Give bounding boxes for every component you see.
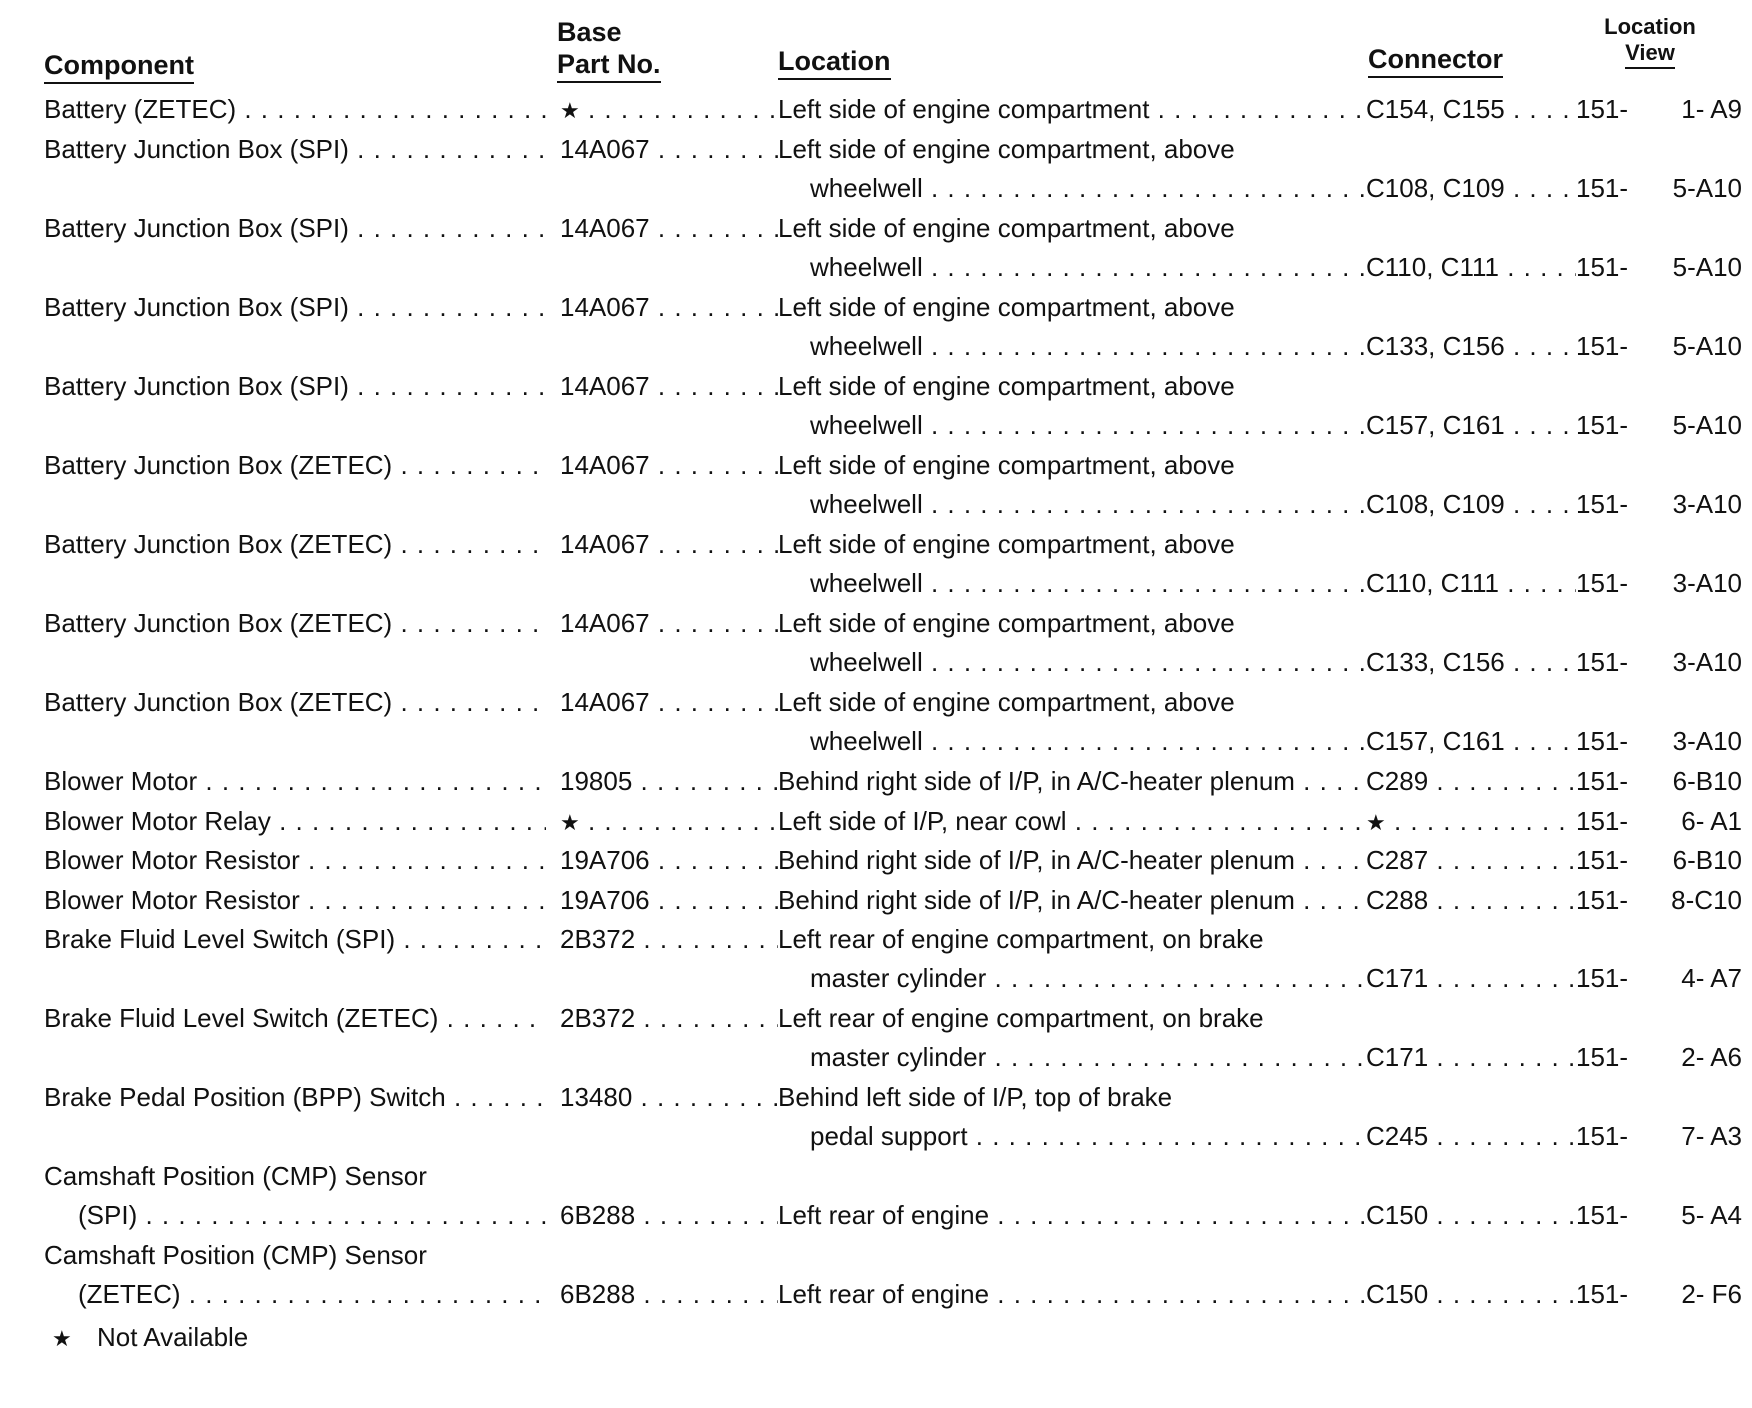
location-view-page	[1576, 645, 1646, 681]
location-view-grid	[1650, 961, 1742, 997]
location-view-grid-text: 2- A6	[1681, 1042, 1742, 1072]
component-name-text: Battery Junction Box (SPI)	[44, 292, 349, 322]
location-view-grid-text: 4- A7	[1681, 963, 1742, 993]
location-text	[778, 92, 1366, 128]
header-locview-line2: View	[1625, 40, 1675, 69]
base-part-number-text: 14A067	[560, 450, 650, 480]
location-view-grid-text: 5-A10	[1672, 252, 1742, 282]
base-part-number-text: 14A067	[560, 608, 650, 638]
component-name-text: Battery Junction Box (SPI)	[44, 134, 349, 164]
base-part-number	[560, 1080, 778, 1116]
connector-id-text: C171	[1366, 963, 1429, 993]
connector-id-text: C110, C111	[1366, 568, 1499, 598]
location-text-cont-text: wheelwell	[810, 173, 923, 203]
location-text	[778, 369, 1366, 405]
location-text	[778, 804, 1366, 840]
location-text-text: Left side of engine compartment, above	[778, 134, 1235, 164]
location-view-page	[1576, 1277, 1646, 1313]
component-name-text: Battery Junction Box (ZETEC)	[44, 608, 393, 638]
location-view-page-text: 151-	[1576, 173, 1629, 203]
connector-id-text: C245	[1366, 1121, 1429, 1151]
component-name	[44, 1001, 546, 1037]
location-text-cont	[810, 1040, 1366, 1076]
component-name-text: Brake Fluid Level Switch (SPI)	[44, 924, 396, 954]
base-part-number	[560, 764, 778, 800]
base-part-number	[560, 685, 778, 721]
component-name	[44, 922, 546, 958]
base-part-number-text: 19805	[560, 766, 633, 796]
location-view-grid	[1650, 92, 1742, 128]
connector-id	[1366, 843, 1576, 879]
component-name-text: Camshaft Position (CMP) Sensor	[44, 1161, 427, 1191]
location-view-page	[1576, 250, 1646, 286]
connector-id-text: C171	[1366, 1042, 1429, 1072]
location-text-text: Left rear of engine	[778, 1200, 990, 1230]
location-view-grid-text: 3-A10	[1672, 647, 1742, 677]
location-text-text: Left side of engine compartment, above	[778, 292, 1235, 322]
base-part-number-text: 14A067	[560, 213, 650, 243]
base-part-number-text: 14A067	[560, 529, 650, 559]
location-view-grid-text: 7- A3	[1681, 1121, 1742, 1151]
location-text-text: Left side of engine compartment, above	[778, 608, 1235, 638]
location-view-page	[1576, 804, 1646, 840]
component-name-text: Battery Junction Box (SPI)	[44, 371, 349, 401]
connector-id-text: C108, C109	[1366, 489, 1505, 519]
location-text	[778, 527, 1366, 563]
location-text-cont	[810, 724, 1366, 760]
location-text-cont	[810, 250, 1366, 286]
location-view-grid	[1650, 883, 1742, 919]
base-part-number	[560, 883, 778, 919]
connector-id-text: C288	[1366, 885, 1429, 915]
location-view-grid-text: 6- A1	[1681, 806, 1742, 836]
connector-id-text: C110, C111	[1366, 252, 1499, 282]
base-part-number-text: ★	[560, 810, 580, 835]
location-text	[778, 1001, 1366, 1037]
connector-id	[1366, 724, 1576, 760]
location-text-cont-text: wheelwell	[810, 331, 923, 361]
location-text-text: Left side of engine compartment, above	[778, 687, 1235, 717]
base-part-number-text: 19A706	[560, 885, 650, 915]
location-view-grid	[1650, 1277, 1742, 1313]
location-text	[778, 1080, 1366, 1116]
base-part-number	[560, 606, 778, 642]
location-text-cont	[810, 408, 1366, 444]
component-name-text: Battery Junction Box (ZETEC)	[44, 529, 393, 559]
connector-id	[1366, 566, 1576, 602]
location-view-page-text: 151-	[1576, 94, 1629, 124]
component-name-text: Battery Junction Box (SPI)	[44, 213, 349, 243]
location-text	[778, 606, 1366, 642]
footnote-text: Not Available	[96, 1322, 249, 1352]
location-view-page	[1576, 764, 1646, 800]
component-name	[44, 92, 546, 128]
location-view-page-text: 151-	[1576, 885, 1629, 915]
star-icon: ★	[52, 1326, 72, 1351]
header-component-label: Component	[44, 50, 194, 84]
location-view-grid-text: 3-A10	[1672, 726, 1742, 756]
component-name	[44, 804, 546, 840]
location-view-grid-text: 1- A9	[1681, 94, 1742, 124]
base-part-number-text: 2B372	[560, 924, 636, 954]
connector-id	[1366, 1119, 1576, 1155]
component-name	[44, 527, 546, 563]
location-view-grid-text: 8-C10	[1671, 885, 1742, 915]
base-part-number	[560, 922, 778, 958]
location-text	[778, 448, 1366, 484]
location-text-cont	[810, 645, 1366, 681]
location-text-text: Behind right side of I/P, in A/C-heater plenum	[778, 845, 1295, 875]
location-text-cont-text: wheelwell	[810, 489, 923, 519]
location-text-text: Left side of engine compartment, above	[778, 371, 1235, 401]
location-text-text: Left side of I/P, near cowl	[778, 806, 1067, 836]
component-name	[44, 448, 546, 484]
connector-id	[1366, 1040, 1576, 1076]
component-name	[44, 606, 546, 642]
component-name-text: Brake Pedal Position (BPP) Switch	[44, 1082, 446, 1112]
header-locview-line1: Location	[1604, 14, 1696, 39]
connector-id	[1366, 1277, 1576, 1313]
location-text-text: Left side of engine compartment, above	[778, 529, 1235, 559]
location-view-grid	[1650, 1119, 1742, 1155]
location-view-page	[1576, 1040, 1646, 1076]
footnote	[52, 1322, 248, 1353]
base-part-number-text: 2B372	[560, 1003, 636, 1033]
location-text-text: Left rear of engine compartment, on brake	[778, 1003, 1264, 1033]
location-view-page	[1576, 1119, 1646, 1155]
location-view-page	[1576, 843, 1646, 879]
connector-id-text: C108, C109	[1366, 173, 1505, 203]
component-name-cont-text: (ZETEC)	[78, 1279, 181, 1309]
base-part-number-text: ★	[560, 98, 580, 123]
location-view-grid	[1650, 645, 1742, 681]
location-view-grid-text: 5-A10	[1672, 331, 1742, 361]
component-name-cont	[78, 1198, 546, 1234]
location-view-grid-text: 5-A10	[1672, 173, 1742, 203]
location-text-cont	[810, 171, 1366, 207]
location-text-cont-text: wheelwell	[810, 647, 923, 677]
component-name	[44, 1080, 546, 1116]
location-view-page	[1576, 566, 1646, 602]
location-view-page	[1576, 408, 1646, 444]
component-name	[44, 1238, 546, 1274]
location-view-grid	[1650, 724, 1742, 760]
connector-id-text: C154, C155	[1366, 94, 1505, 124]
location-view-page-text: 151-	[1576, 252, 1629, 282]
base-part-number	[560, 804, 778, 840]
location-view-page-text: 151-	[1576, 726, 1629, 756]
location-text-cont	[810, 329, 1366, 365]
location-view-grid	[1650, 408, 1742, 444]
location-view-grid	[1650, 1198, 1742, 1234]
header-base-line2: Part No.	[557, 48, 661, 83]
location-view-page-text: 151-	[1576, 647, 1629, 677]
location-view-page	[1576, 1198, 1646, 1234]
header-base-line1: Base	[557, 17, 622, 47]
connector-id	[1366, 804, 1576, 840]
base-part-number-text: 14A067	[560, 687, 650, 717]
location-view-grid	[1650, 487, 1742, 523]
location-text-cont-text: wheelwell	[810, 410, 923, 440]
location-view-grid	[1650, 566, 1742, 602]
component-name-text: Blower Motor Resistor	[44, 885, 300, 915]
location-view-page-text: 151-	[1576, 489, 1629, 519]
location-view-page	[1576, 961, 1646, 997]
location-view-page-text: 151-	[1576, 766, 1629, 796]
location-view-page-text: 151-	[1576, 845, 1629, 875]
location-text	[778, 764, 1366, 800]
location-text-cont	[810, 1119, 1366, 1155]
location-view-grid-text: 6-B10	[1672, 766, 1742, 796]
base-part-number	[560, 369, 778, 405]
header-location	[778, 46, 891, 80]
component-name-text: Blower Motor Resistor	[44, 845, 300, 875]
component-name-cont-text: (SPI)	[78, 1200, 138, 1230]
connector-id-text: C157, C161	[1366, 410, 1505, 440]
location-view-page-text: 151-	[1576, 1042, 1629, 1072]
location-text	[778, 290, 1366, 326]
component-name-text: Blower Motor	[44, 766, 198, 796]
location-text-cont	[810, 961, 1366, 997]
location-text	[778, 843, 1366, 879]
location-view-grid-text: 5-A10	[1672, 410, 1742, 440]
location-view-page	[1576, 329, 1646, 365]
header-location-view	[1598, 14, 1702, 69]
location-text	[778, 922, 1366, 958]
location-text-text: Behind right side of I/P, in A/C-heater plenum	[778, 766, 1295, 796]
header-base-part-no	[557, 16, 661, 83]
connector-id-text: C133, C156	[1366, 331, 1505, 361]
location-view-page-text: 151-	[1576, 963, 1629, 993]
location-text-text: Behind right side of I/P, in A/C-heater plenum	[778, 885, 1295, 915]
location-text-text: Behind left side of I/P, top of brake	[778, 1082, 1173, 1112]
location-view-grid	[1650, 764, 1742, 800]
location-view-grid	[1650, 843, 1742, 879]
location-view-grid	[1650, 329, 1742, 365]
location-view-grid	[1650, 804, 1742, 840]
location-text	[778, 1198, 1366, 1234]
location-text-text: Left rear of engine	[778, 1279, 990, 1309]
location-view-grid	[1650, 171, 1742, 207]
component-name	[44, 132, 546, 168]
location-view-grid-text: 5- A4	[1681, 1200, 1742, 1230]
connector-id	[1366, 92, 1576, 128]
location-view-page	[1576, 171, 1646, 207]
location-text	[778, 1277, 1366, 1313]
location-text-text: Left side of engine compartment, above	[778, 450, 1235, 480]
base-part-number	[560, 92, 778, 128]
base-part-number-text: 13480	[560, 1082, 633, 1112]
connector-id	[1366, 1198, 1576, 1234]
connector-id	[1366, 487, 1576, 523]
connector-id	[1366, 408, 1576, 444]
location-text-text: Left side of engine compartment, above	[778, 213, 1235, 243]
location-view-grid-text: 3-A10	[1672, 489, 1742, 519]
connector-id	[1366, 645, 1576, 681]
component-name	[44, 290, 546, 326]
component-name-text: Battery (ZETEC)	[44, 94, 237, 124]
component-name-text: Camshaft Position (CMP) Sensor	[44, 1240, 427, 1270]
base-part-number	[560, 211, 778, 247]
component-name	[44, 843, 546, 879]
header-component	[44, 50, 194, 84]
base-part-number	[560, 527, 778, 563]
connector-id-text: C150	[1366, 1200, 1429, 1230]
connector-id	[1366, 883, 1576, 919]
component-name-text: Brake Fluid Level Switch (ZETEC)	[44, 1003, 439, 1033]
base-part-number	[560, 448, 778, 484]
location-view-page-text: 151-	[1576, 1121, 1629, 1151]
base-part-number	[560, 1001, 778, 1037]
location-view-grid	[1650, 250, 1742, 286]
location-view-page-text: 151-	[1576, 1279, 1629, 1309]
base-part-number-text: 14A067	[560, 371, 650, 401]
component-name	[44, 764, 546, 800]
location-text-cont-text: pedal support	[810, 1121, 968, 1151]
base-part-number-text: 6B288	[560, 1279, 636, 1309]
location-view-page	[1576, 883, 1646, 919]
connector-id-text: C287	[1366, 845, 1429, 875]
location-view-page-text: 151-	[1576, 1200, 1629, 1230]
location-text-cont-text: master cylinder	[810, 1042, 987, 1072]
component-name-text: Battery Junction Box (ZETEC)	[44, 687, 393, 717]
location-text	[778, 883, 1366, 919]
component-name	[44, 369, 546, 405]
connector-id	[1366, 961, 1576, 997]
location-text	[778, 211, 1366, 247]
location-text-cont	[810, 487, 1366, 523]
location-text-cont-text: wheelwell	[810, 568, 923, 598]
location-view-page	[1576, 724, 1646, 760]
location-text-cont-text: master cylinder	[810, 963, 987, 993]
connector-id-text: ★	[1366, 810, 1386, 835]
connector-id	[1366, 171, 1576, 207]
location-text	[778, 132, 1366, 168]
connector-id	[1366, 250, 1576, 286]
connector-id-text: C289	[1366, 766, 1429, 796]
location-view-grid-text: 6-B10	[1672, 845, 1742, 875]
base-part-number	[560, 290, 778, 326]
location-view-grid	[1650, 1040, 1742, 1076]
connector-id-text: C157, C161	[1366, 726, 1505, 756]
connector-id-text: C133, C156	[1366, 647, 1505, 677]
base-part-number	[560, 132, 778, 168]
location-text-text: Left rear of engine compartment, on brake	[778, 924, 1264, 954]
base-part-number	[560, 843, 778, 879]
location-text	[778, 685, 1366, 721]
location-view-grid-text: 2- F6	[1681, 1279, 1742, 1309]
connector-id	[1366, 329, 1576, 365]
base-part-number-text: 14A067	[560, 292, 650, 322]
location-view-page-text: 151-	[1576, 410, 1629, 440]
location-view-page-text: 151-	[1576, 331, 1629, 361]
base-part-number	[560, 1277, 778, 1313]
base-part-number-text: 19A706	[560, 845, 650, 875]
location-text-cont	[810, 566, 1366, 602]
component-name-cont	[78, 1277, 546, 1313]
component-name	[44, 883, 546, 919]
location-view-grid-text: 3-A10	[1672, 568, 1742, 598]
connector-id-text: C150	[1366, 1279, 1429, 1309]
component-name-text: Battery Junction Box (ZETEC)	[44, 450, 393, 480]
location-text-cont-text: wheelwell	[810, 726, 923, 756]
location-text-cont-text: wheelwell	[810, 252, 923, 282]
component-name	[44, 211, 546, 247]
component-name	[44, 1159, 546, 1195]
location-view-page	[1576, 487, 1646, 523]
base-part-number-text: 14A067	[560, 134, 650, 164]
connector-id	[1366, 764, 1576, 800]
location-view-page-text: 151-	[1576, 568, 1629, 598]
base-part-number	[560, 1198, 778, 1234]
location-view-page-text: 151-	[1576, 806, 1629, 836]
header-connector	[1368, 44, 1503, 78]
component-name-text: Blower Motor Relay	[44, 806, 271, 836]
component-name	[44, 685, 546, 721]
location-text-text: Left side of engine compartment	[778, 94, 1150, 124]
base-part-number-text: 6B288	[560, 1200, 636, 1230]
location-view-page	[1576, 92, 1646, 128]
header-connector-label: Connector	[1368, 44, 1503, 78]
header-location-label: Location	[778, 46, 891, 80]
